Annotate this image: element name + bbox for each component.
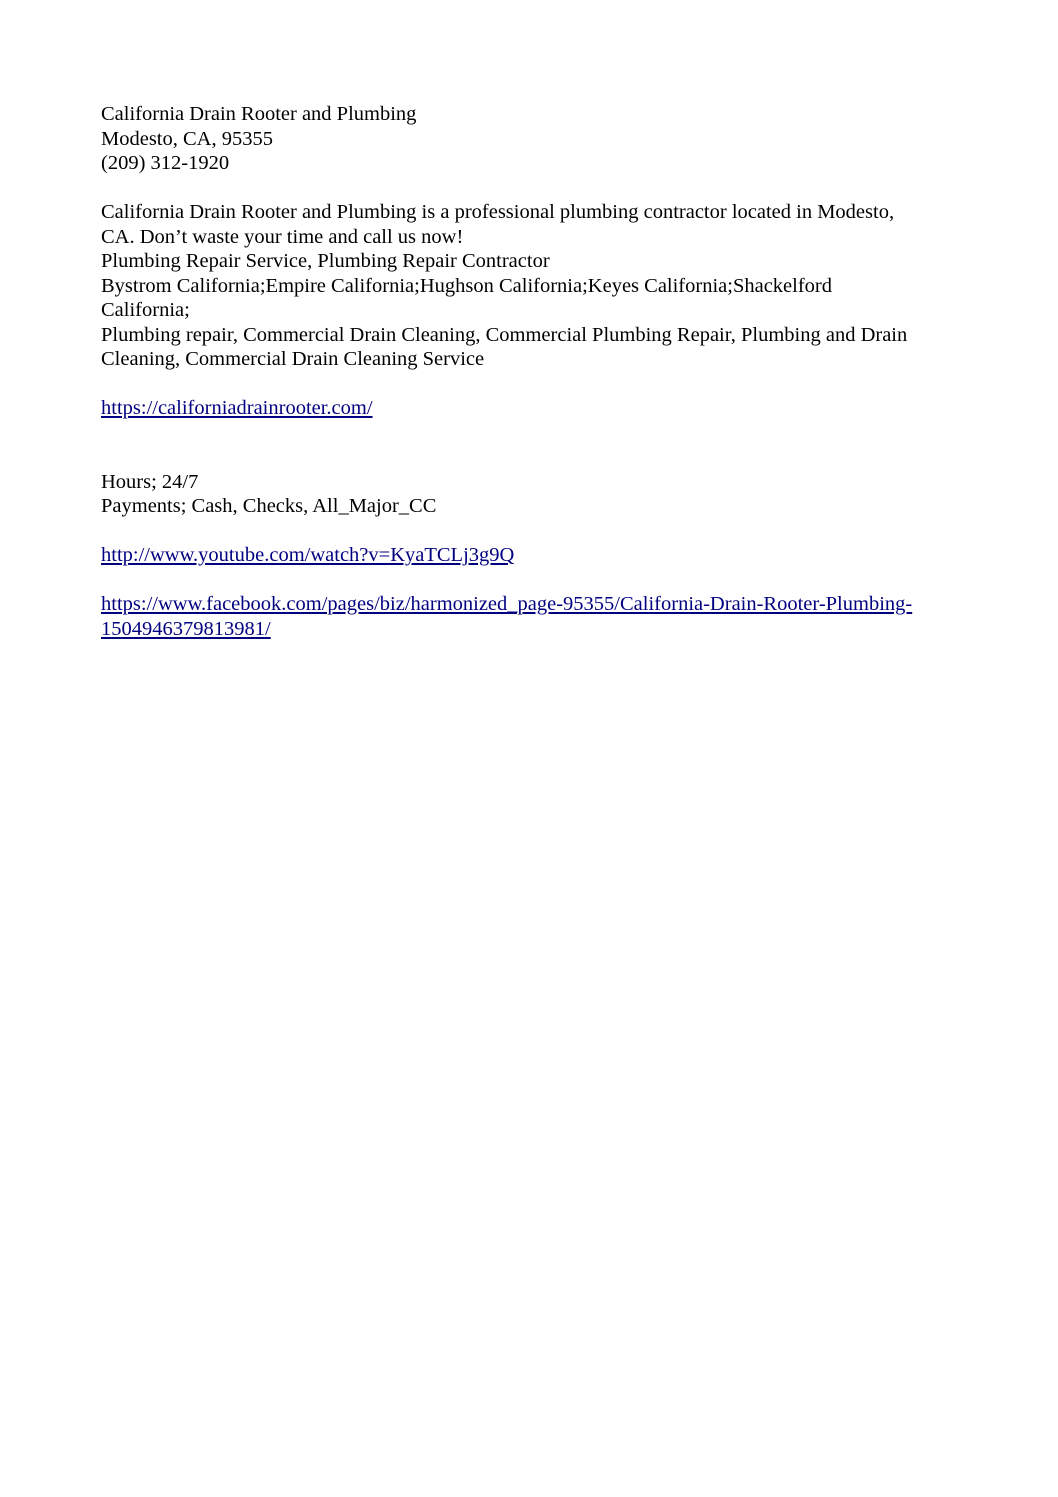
keywords-line-1: Plumbing repair, Commercial Drain Cleaning, Commercial Plumbing Repair, Plumbing and Drain — [101, 323, 908, 346]
service-areas-line-1: Bystrom California;Empire California;Hughson California;Keyes California;Shackelford — [101, 274, 832, 297]
spacer — [101, 176, 961, 201]
business-name: California Drain Rooter and Plumbing — [101, 103, 417, 125]
hours: Hours; 24/7 — [101, 470, 199, 493]
document-page — [101, 102, 961, 641]
spacer — [101, 568, 961, 593]
spacer — [101, 519, 961, 544]
categories: Plumbing Repair Service, Plumbing Repair Contractor — [101, 250, 550, 272]
youtube-link[interactable]: http://www.youtube.com/watch?v=KyaTCLj3g9Q — [101, 544, 515, 566]
keywords-line-2: Cleaning, Commercial Drain Cleaning Service — [101, 348, 485, 370]
spacer — [101, 421, 961, 470]
service-areas-line-2: California; — [101, 299, 190, 321]
description-line-2: CA. Don’t waste your time and call us now! — [101, 225, 464, 248]
business-phone: (209) 312-1920 — [101, 152, 230, 174]
website-link[interactable]: https://californiadrainrooter.com/ — [101, 397, 373, 419]
description-line-1: California Drain Rooter and Plumbing is a professional plumbing contractor located in Modesto, — [101, 201, 895, 223]
spacer — [101, 372, 961, 397]
facebook-link-line-1[interactable]: https://www.facebook.com/pages/biz/harmonized_page-95355/California-Drain-Rooter-Plumbing- — [101, 593, 913, 615]
business-address: Modesto, CA, 95355 — [101, 127, 273, 150]
payments: Payments; Cash, Checks, All_Major_CC — [101, 495, 437, 517]
facebook-link-line-2[interactable]: 1504946379813981/ — [101, 617, 271, 640]
